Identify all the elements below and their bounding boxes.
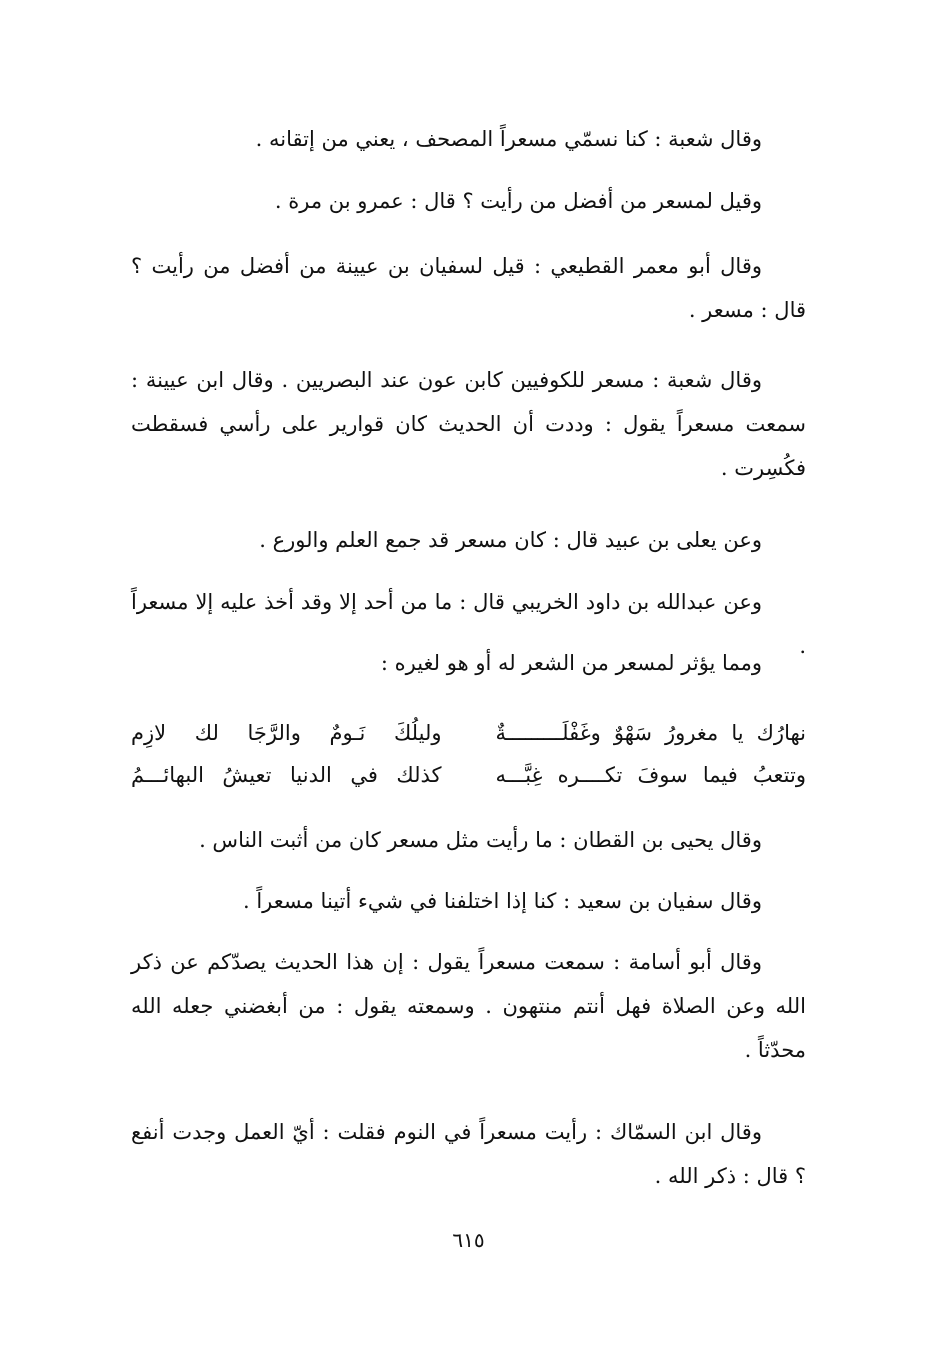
verse-second-hemistich: كذلك في الدنيا تعيشُ البهائـــمُ	[131, 763, 442, 787]
paragraph-shuba-mushaf: وقال شعبة : كنا نسمّي مسعراً المصحف ، يعني من إتقانه .	[255, 127, 762, 151]
paragraph-ibn-sammak: وقال ابن السمّاك : رأيت مسعراً في النوم فقلت : أيّ العمل وجدت أنفع ؟ قال : ذكر الله .	[131, 1120, 806, 1188]
verse-first-hemistich: وتتعبُ فيما سوفَ تكــــره غِبَّـــه	[495, 763, 806, 787]
poem-verse	[131, 754, 806, 796]
page-number: ٦١٥	[452, 1228, 485, 1252]
paragraph-abu-usama: وقال أبو أسامة : سمعت مسعراً يقول : إن هذا الحديث يصدّكم عن ذكر الله وعن الصلاة فهل أنتم منتهون . وسمعته يقول : من أبغضني جعله الله محدّثاً .	[131, 950, 806, 1062]
paragraph-qattan: وقال يحيى بن القطان : ما رأيت مثل مسعر كان من أثبت الناس .	[199, 828, 762, 852]
verse-first-hemistich: نهارُك يا مغرورُ سَهْوٌ وغَفْلَـــــــــةٌ	[495, 721, 806, 745]
paragraph-poetry-intro: ومما يؤثر لمسعر من الشعر له أو هو لغيره :	[380, 651, 762, 675]
paragraph-best-seen: وقيل لمسعر من أفضل من رأيت ؟ قال : عمرو بن مرة .	[274, 189, 762, 213]
paragraph-abu-mamar: وقال أبو معمر القطيعي : قيل لسفيان بن عيينة من أفضل من رأيت ؟ قال : مسعر .	[131, 254, 806, 322]
paragraph-yala: وعن يعلى بن عبيد قال : كان مسعر قد جمع العلم والورع .	[259, 528, 762, 552]
verse-second-hemistich: وليلُكَ نَـومٌ والرَّجَا لك لازِم	[131, 721, 442, 745]
poem	[131, 712, 806, 796]
paragraph-sufyan-said: وقال سفيان بن سعيد : كنا إذا اختلفنا في شيء أتينا مسعراً .	[242, 889, 762, 913]
paragraph-khuraybi: وعن عبدالله بن داود الخريبي قال : ما من أحد إلا وقد أخذ عليه إلا مسعراً .	[131, 590, 806, 658]
paragraph-shuba-kufa: وقال شعبة : مسعر للكوفيين كابن عون عند البصريين . وقال ابن عيينة : سمعت مسعراً يقول : وددت أن الحديث كان قوارير على رأسي فسقطت فكُسِرت .	[131, 368, 806, 480]
poem-verse	[131, 712, 806, 754]
